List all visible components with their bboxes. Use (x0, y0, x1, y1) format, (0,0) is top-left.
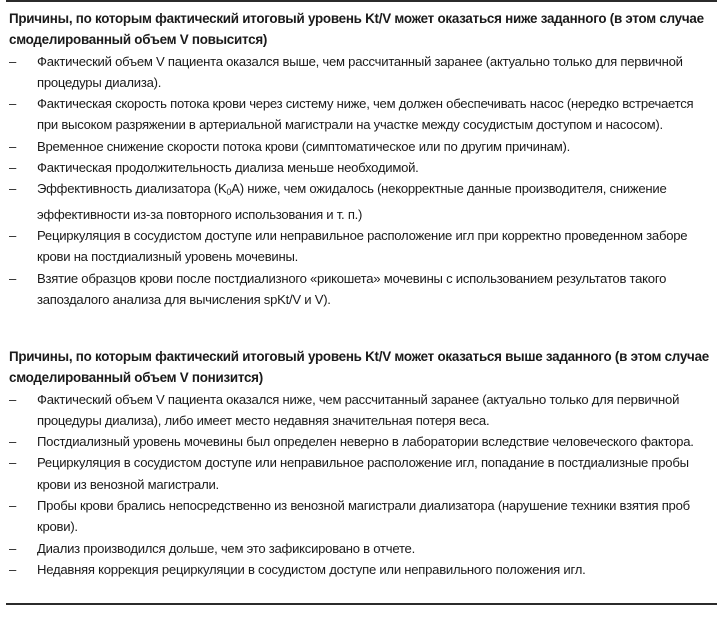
list-dash: – (9, 138, 17, 154)
list-dash: – (9, 270, 17, 286)
list-item-text: Фактическая скорость потока крови через систему ниже, чем должен обеспечивать насос (нередко встречается при высоком разряжении в артериальной магистрали на участке между сосудистым доступом и насосом). (37, 96, 694, 133)
bottom-divider (6, 603, 717, 605)
top-divider (6, 0, 717, 2)
list-dash: – (9, 540, 17, 556)
list-item (9, 136, 715, 157)
reason-list-higher (9, 389, 715, 581)
list-item (9, 538, 715, 559)
reason-list-lower (9, 51, 715, 311)
list-item (9, 389, 715, 432)
list-item (9, 431, 715, 452)
list-item (9, 51, 715, 94)
list-dash: – (9, 434, 17, 450)
list-item-text: Фактическая продолжительность диализа меньше необходимой. (37, 160, 419, 176)
list-dash: – (9, 498, 17, 514)
list-dash: – (9, 160, 17, 176)
list-dash: – (9, 391, 17, 407)
list-item (9, 93, 715, 136)
list-item (9, 559, 715, 580)
list-dash: – (9, 561, 17, 577)
list-item (9, 178, 715, 225)
list-item (9, 225, 715, 268)
list-item-text: Временное снижение скорости потока крови (симптоматическое или по другим причинам). (37, 138, 570, 154)
list-item (9, 452, 715, 495)
list-item-text: Пробы крови брались непосредственно из венозной магистрали диализатора (нарушение техники взятия проб крови). (37, 498, 690, 535)
list-item-text: Диализ производился дольше, чем это зафиксировано в отчете. (37, 540, 415, 556)
list-item (9, 157, 715, 178)
list-item (9, 495, 715, 538)
list-item-text: Фактический объем V пациента оказался ниже, чем рассчитанный заранее (актуально только для первичной процедуры диализа), либо имеет место недавняя значительная потеря веса. (37, 391, 680, 428)
list-item-text: Рециркуляция в сосудистом доступе или неправильное расположение игл при корректно проведенном заборе крови на постдиализный уровень мочевины. (37, 227, 688, 265)
list-item-text: Постдиализный уровень мочевины был определен неверно в лаборатории вследствие человеческого фактора. (37, 434, 694, 450)
list-dash: – (9, 96, 17, 112)
subscript-zero: 0 (226, 187, 232, 198)
list-item-text: Рециркуляция в сосудистом доступе или неправильное расположение игл, попадание в постдиализные пробы крови из венозной магистрали. (37, 455, 689, 492)
list-dash: – (9, 227, 17, 243)
list-item-text: Недавняя коррекция рециркуляции в сосудистом доступе или неправильного положения игл. (37, 561, 586, 577)
list-dash: – (9, 53, 17, 69)
list-item-text: Взятие образцов крови после постдиализного «рикошета» мочевины с использованием результатов такого запоздалого анализа для вычисления spKt/V и V). (37, 270, 667, 307)
list-item (9, 268, 715, 311)
section-heading-higher: Причины, по которым фактический итоговый уровень Kt/V может оказаться выше заданного (в этом случае смоделированный объем V понизится) (9, 349, 709, 386)
section-kt-v-lower (9, 8, 715, 310)
efficiency-text-end: A) ниже, чем ожидалось (некорректные данные производителя, снижение эффективности из-за повторного использования и т. п.) (37, 181, 667, 222)
section-heading-lower: Причины, по которым фактический итоговый уровень Kt/V может оказаться ниже заданного (в этом случае смоделированный объем V повысится) (9, 11, 704, 48)
section-kt-v-higher (9, 346, 715, 580)
list-item-text: Фактический объем V пациента оказался выше, чем рассчитанный заранее (актуально только для первичной процедуры диализа). (37, 53, 683, 90)
list-dash: – (9, 455, 17, 471)
efficiency-text-start: Эффективность диализатора (K (37, 181, 227, 197)
list-item-text (37, 178, 715, 225)
list-dash: – (9, 181, 17, 197)
